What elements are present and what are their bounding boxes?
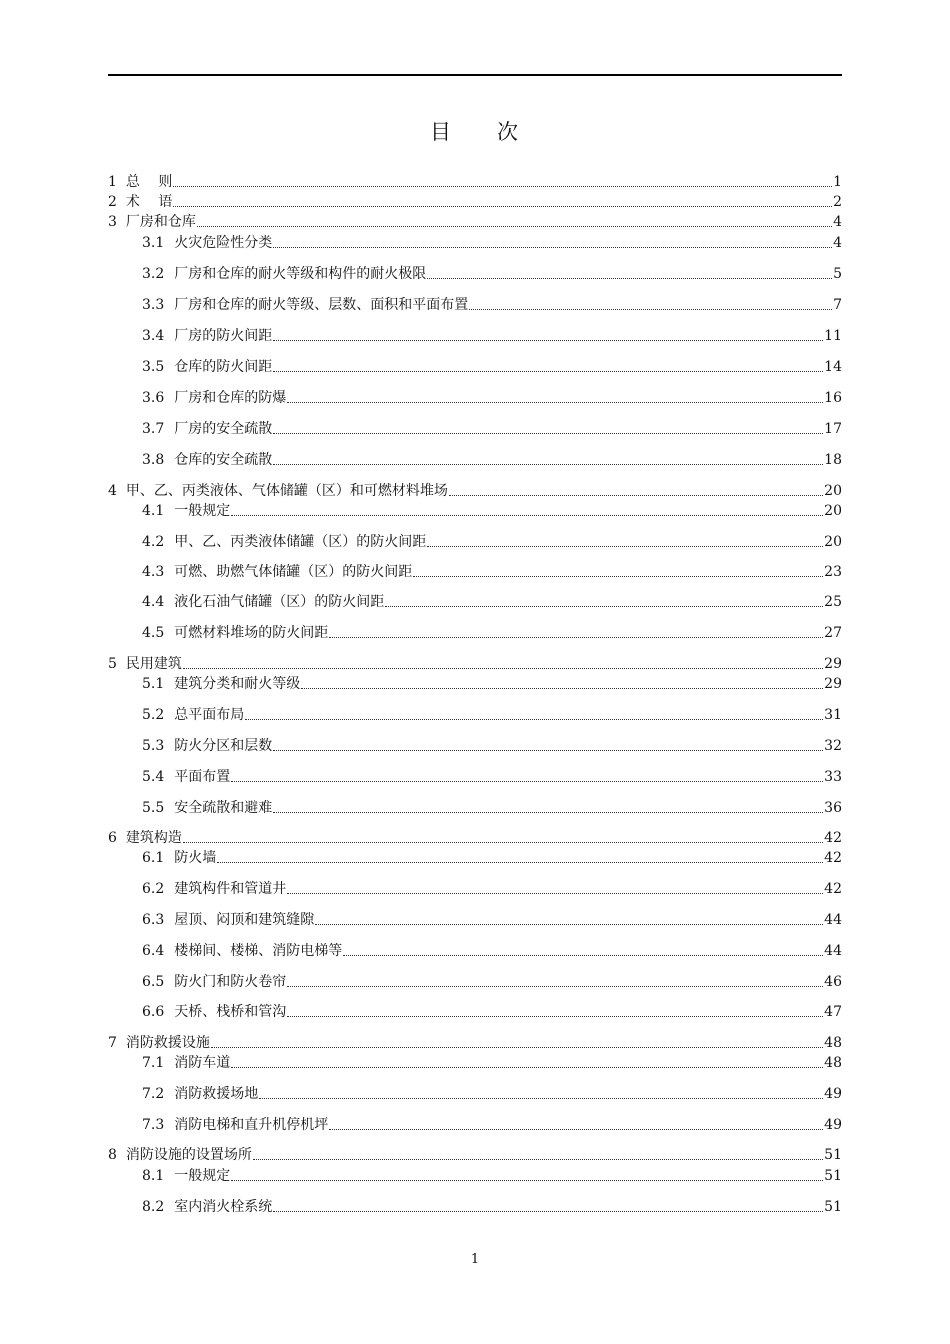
- toc-entry[interactable]: [142, 623, 842, 643]
- toc-entry-page: 42: [824, 850, 842, 866]
- toc-entry-number: 8.2: [142, 1199, 165, 1215]
- toc-entry-number: 3.6: [142, 390, 165, 406]
- toc-entry-label: 消防救援设施: [125, 1035, 210, 1051]
- toc-entry-page: 18: [824, 452, 842, 468]
- toc-entry-number: 6: [108, 830, 117, 846]
- toc-entry-label: 消防设施的设置场所: [125, 1147, 252, 1163]
- toc-entry[interactable]: [108, 481, 842, 501]
- toc-entry-page: 32: [824, 738, 842, 754]
- toc-entry-number: 3.8: [142, 452, 165, 468]
- toc-entry-label: 消防救援场地: [174, 1086, 259, 1102]
- toc-entry-label: 总 则: [125, 174, 173, 190]
- toc-dot-leader: [343, 955, 823, 956]
- toc-entry-page: 44: [824, 943, 842, 959]
- toc-entry-label: 火灾危险性分类: [174, 235, 273, 251]
- toc-entry-label: 总平面布局: [174, 707, 245, 723]
- toc-entry-label: 术 语: [125, 194, 173, 210]
- toc-entry-page: 14: [824, 359, 842, 375]
- toc-entry[interactable]: [108, 828, 842, 848]
- toc-dot-leader: [427, 546, 823, 547]
- toc-entry-page: 49: [824, 1117, 842, 1133]
- toc-entry[interactable]: [142, 532, 842, 552]
- toc-entry[interactable]: [142, 798, 842, 818]
- toc-dot-leader: [449, 495, 823, 496]
- toc-entry[interactable]: [108, 212, 842, 232]
- toc-entry-page: 29: [824, 676, 842, 692]
- toc-dot-leader: [273, 1211, 823, 1212]
- toc-dot-leader: [245, 719, 823, 720]
- toc-dot-leader: [469, 309, 832, 310]
- toc-entry[interactable]: [142, 357, 842, 377]
- toc-entry-label: 屋顶、闷顶和建筑缝隙: [174, 912, 315, 928]
- toc-entry-page: 1: [833, 174, 842, 190]
- toc-entry[interactable]: [108, 192, 842, 212]
- toc-entry-page: 33: [824, 769, 842, 785]
- toc-entry[interactable]: [142, 233, 842, 253]
- toc-entry[interactable]: [108, 172, 842, 192]
- toc-dot-leader: [183, 668, 823, 669]
- toc-entry-page: 51: [824, 1147, 842, 1163]
- toc-entry[interactable]: [142, 848, 842, 868]
- toc-entry-label: 厂房的防火间距: [174, 328, 273, 344]
- toc-entry-number: 4.1: [142, 503, 165, 519]
- toc-dot-leader: [273, 340, 823, 341]
- toc-entry-number: 5: [108, 656, 117, 672]
- toc-entry-page: 7: [833, 297, 842, 313]
- toc-dot-leader: [287, 402, 823, 403]
- toc-entry-number: 3.1: [142, 235, 165, 251]
- toc-dot-leader: [273, 371, 823, 372]
- toc-dot-leader: [183, 842, 823, 843]
- toc-entry-label: 可燃材料堆场的防火间距: [174, 625, 329, 641]
- toc-entry-number: 4.4: [142, 594, 165, 610]
- toc-entry-number: 5.5: [142, 800, 165, 816]
- toc-entry[interactable]: [142, 705, 842, 725]
- toc-entry-number: 4.3: [142, 564, 165, 580]
- toc-dot-leader: [385, 606, 823, 607]
- toc-entry-number: 5.2: [142, 707, 165, 723]
- toc-dot-leader: [273, 812, 823, 813]
- toc-entry-number: 6.2: [142, 881, 165, 897]
- toc-entry-label: 天桥、栈桥和管沟: [174, 1004, 287, 1020]
- toc-entry[interactable]: [142, 388, 842, 408]
- toc-dot-leader: [273, 433, 823, 434]
- toc-entry-page: 4: [833, 235, 842, 251]
- toc-entry-label: 楼梯间、楼梯、消防电梯等: [174, 943, 343, 959]
- toc-entry[interactable]: [142, 264, 842, 284]
- toc-entry[interactable]: [142, 450, 842, 470]
- toc-dot-leader: [315, 924, 823, 925]
- toc-dot-leader: [231, 1180, 823, 1181]
- header-rule: [108, 74, 842, 76]
- toc-entry-number: 5.3: [142, 738, 165, 754]
- toc-entry-number: 6.6: [142, 1004, 165, 1020]
- toc-entry-label: 厂房和仓库的耐火等级、层数、面积和平面布置: [174, 297, 469, 313]
- toc-dot-leader: [197, 226, 832, 227]
- toc-entry-number: 6.5: [142, 974, 165, 990]
- toc-dot-leader: [287, 893, 823, 894]
- toc-entry-page: 17: [824, 421, 842, 437]
- toc-entry-page: 23: [824, 564, 842, 580]
- toc-entry[interactable]: [142, 674, 842, 694]
- title-char-2: 次: [497, 120, 520, 144]
- toc-entry-label: 防火分区和层数: [174, 738, 273, 754]
- toc-entry-number: 7.2: [142, 1086, 165, 1102]
- toc-entry-number: 6.1: [142, 850, 165, 866]
- toc-entry[interactable]: [142, 972, 842, 992]
- toc-entry-label: 甲、乙、丙类液体储罐（区）的防火间距: [174, 534, 427, 550]
- toc-entry-number: 5.4: [142, 769, 165, 785]
- toc-entry-label: 一般规定: [174, 503, 231, 519]
- toc-entry-page: 48: [824, 1035, 842, 1051]
- toc-entry-page: 27: [824, 625, 842, 641]
- toc-entry-page: 11: [824, 328, 842, 344]
- toc-entry-label: 厂房和仓库: [125, 214, 196, 230]
- toc-entry-label: 可燃、助燃气体储罐（区）的防火间距: [174, 564, 413, 580]
- toc-entry-label: 厂房的安全疏散: [174, 421, 273, 437]
- toc-entry-page: 20: [824, 503, 842, 519]
- toc-dot-leader: [273, 750, 823, 751]
- toc-entry-number: 3.2: [142, 266, 165, 282]
- toc-entry-page: 20: [824, 534, 842, 550]
- toc-entry-label: 建筑分类和耐火等级: [174, 676, 301, 692]
- toc-entry-page: 25: [824, 594, 842, 610]
- toc-entry[interactable]: [142, 941, 842, 961]
- title-char-1: 目: [430, 120, 453, 144]
- page-title: [0, 116, 950, 146]
- toc-dot-leader: [273, 464, 823, 465]
- toc-entry-label: 仓库的防火间距: [174, 359, 273, 375]
- toc-dot-leader: [273, 247, 832, 248]
- toc-entry-label: 室内消火栓系统: [174, 1199, 273, 1215]
- toc-entry[interactable]: [142, 592, 842, 612]
- toc-entry-page: 44: [824, 912, 842, 928]
- toc-entry[interactable]: [142, 736, 842, 756]
- toc-entry[interactable]: [108, 1145, 842, 1165]
- page-number-footer: 1: [470, 1252, 480, 1267]
- toc-dot-leader: [173, 186, 832, 187]
- toc-entry-label: 厂房和仓库的防爆: [174, 390, 287, 406]
- toc-entry-label: 安全疏散和避难: [174, 800, 273, 816]
- toc-entry-number: 6.3: [142, 912, 165, 928]
- toc-entry-number: 6.4: [142, 943, 165, 959]
- toc-entry[interactable]: [142, 562, 842, 582]
- toc-entry-label: 防火门和防火卷帘: [174, 974, 287, 990]
- toc-dot-leader: [173, 206, 832, 207]
- toc-entry-label: 厂房和仓库的耐火等级和构件的耐火极限: [174, 266, 427, 282]
- toc-entry-page: 16: [824, 390, 842, 406]
- toc-entry-label: 民用建筑: [125, 656, 182, 672]
- toc-entry-label: 甲、乙、丙类液体、气体储罐（区）和可燃材料堆场: [125, 483, 448, 499]
- toc-entry-page: 2: [833, 194, 842, 210]
- toc-entry-page: 4: [833, 214, 842, 230]
- toc-entry[interactable]: [142, 326, 842, 346]
- toc-dot-leader: [287, 1016, 823, 1017]
- toc-entry[interactable]: [142, 1115, 842, 1135]
- toc-entry-number: 3.7: [142, 421, 165, 437]
- toc-entry-label: 消防车道: [174, 1055, 231, 1071]
- toc-dot-leader: [259, 1098, 823, 1099]
- toc-entry[interactable]: [142, 879, 842, 899]
- toc-entry-page: 42: [824, 830, 842, 846]
- toc-entry-page: 42: [824, 881, 842, 897]
- toc-entry-number: 1: [108, 174, 117, 190]
- toc-entry-label: 平面布置: [174, 769, 231, 785]
- toc-entry[interactable]: [108, 1033, 842, 1053]
- toc-entry-label: 仓库的安全疏散: [174, 452, 273, 468]
- toc-entry-number: 2: [108, 194, 117, 210]
- toc-dot-leader: [329, 1129, 823, 1130]
- toc-entry-page: 31: [824, 707, 842, 723]
- toc-entry[interactable]: [108, 654, 842, 674]
- toc-entry[interactable]: [142, 501, 842, 521]
- toc-entry-label: 消防电梯和直升机停机坪: [174, 1117, 329, 1133]
- toc-entry-number: 7.3: [142, 1117, 165, 1133]
- toc-entry-number: 3: [108, 214, 117, 230]
- toc-entry[interactable]: [142, 1166, 842, 1186]
- toc-entry-number: 3.3: [142, 297, 165, 313]
- toc-dot-leader: [253, 1159, 823, 1160]
- toc-entry-page: 48: [824, 1055, 842, 1071]
- toc-entry-number: 7.1: [142, 1055, 165, 1071]
- toc-entry-label: 一般规定: [174, 1168, 231, 1184]
- toc-entry[interactable]: [142, 1002, 842, 1022]
- toc-entry-page: 49: [824, 1086, 842, 1102]
- toc-entry[interactable]: [142, 419, 842, 439]
- toc-entry-page: 47: [824, 1004, 842, 1020]
- toc-dot-leader: [211, 1047, 823, 1048]
- toc-entry-number: 7: [108, 1035, 117, 1051]
- toc-entry-label: 建筑构件和管道井: [174, 881, 287, 897]
- toc-dot-leader: [329, 637, 823, 638]
- toc-entry-number: 4.5: [142, 625, 165, 641]
- toc-entry[interactable]: [142, 1084, 842, 1104]
- toc-entry[interactable]: [142, 1197, 842, 1217]
- toc-dot-leader: [231, 781, 823, 782]
- toc-dot-leader: [231, 515, 823, 516]
- toc-dot-leader: [217, 862, 823, 863]
- toc-entry-page: 46: [824, 974, 842, 990]
- toc-entry-label: 液化石油气储罐（区）的防火间距: [174, 594, 385, 610]
- toc-entry-page: 51: [824, 1199, 842, 1215]
- toc-entry-number: 4: [108, 483, 117, 499]
- toc-entry[interactable]: [142, 1053, 842, 1073]
- toc-dot-leader: [301, 688, 823, 689]
- toc-dot-leader: [287, 986, 823, 987]
- toc-dot-leader: [427, 278, 832, 279]
- toc-entry-number: 5.1: [142, 676, 165, 692]
- toc-entry-number: 8.1: [142, 1168, 165, 1184]
- toc-entry[interactable]: [142, 295, 842, 315]
- toc-entry-number: 4.2: [142, 534, 165, 550]
- toc-entry-number: 8: [108, 1147, 117, 1163]
- toc-entry-page: 51: [824, 1168, 842, 1184]
- toc-dot-leader: [231, 1067, 823, 1068]
- toc-entry-page: 29: [824, 656, 842, 672]
- toc-dot-leader: [413, 576, 823, 577]
- toc-entry-page: 5: [833, 266, 842, 282]
- toc-entry[interactable]: [142, 910, 842, 930]
- toc-entry-page: 20: [824, 483, 842, 499]
- toc-entry-label: 建筑构造: [125, 830, 182, 846]
- toc-entry[interactable]: [142, 767, 842, 787]
- toc-entry-label: 防火墙: [174, 850, 217, 866]
- toc-entry-page: 36: [824, 800, 842, 816]
- toc-entry-number: 3.4: [142, 328, 165, 344]
- toc-entry-number: 3.5: [142, 359, 165, 375]
